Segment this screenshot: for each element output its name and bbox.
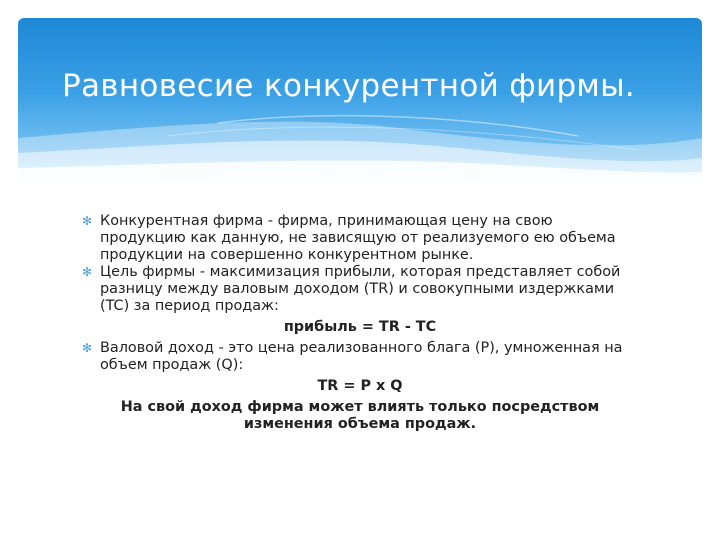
bullet-item: [80, 340, 640, 374]
asterisk-bullet-icon: ✻: [81, 341, 93, 355]
formula-tr: TR = P x Q: [317, 378, 403, 394]
bullet-text: Валовой доход - это цена реализованного блага (P), умноженная на объем продаж (Q):: [100, 340, 623, 373]
bullet-text: Конкурентная фирма - фирма, принимающая цену на свою продукцию как данную, не зависящую от реализуемого ею объема продукции на совершенно конкурентном рынке.: [100, 213, 616, 263]
asterisk-bullet-icon: ✻: [81, 265, 93, 279]
asterisk-bullet-icon: ✻: [81, 214, 93, 228]
bullet-text: Цель фирмы - максимизация прибыли, которая представляет собой разницу между валовым доходом (TR) и совокупными издержками (TC) за период продаж:: [100, 264, 621, 314]
bullet-item: [80, 213, 640, 264]
slide-content: [80, 213, 640, 433]
slide-title: Равновесие конкурентной фирмы.: [62, 68, 636, 104]
bullet-item: [80, 264, 640, 315]
conclusion-note: На свой доход фирма может влиять только посредством изменения объема продаж.: [120, 399, 600, 432]
title-banner: [18, 18, 702, 183]
formula-profit: прибыль = TR - TC: [283, 319, 437, 335]
